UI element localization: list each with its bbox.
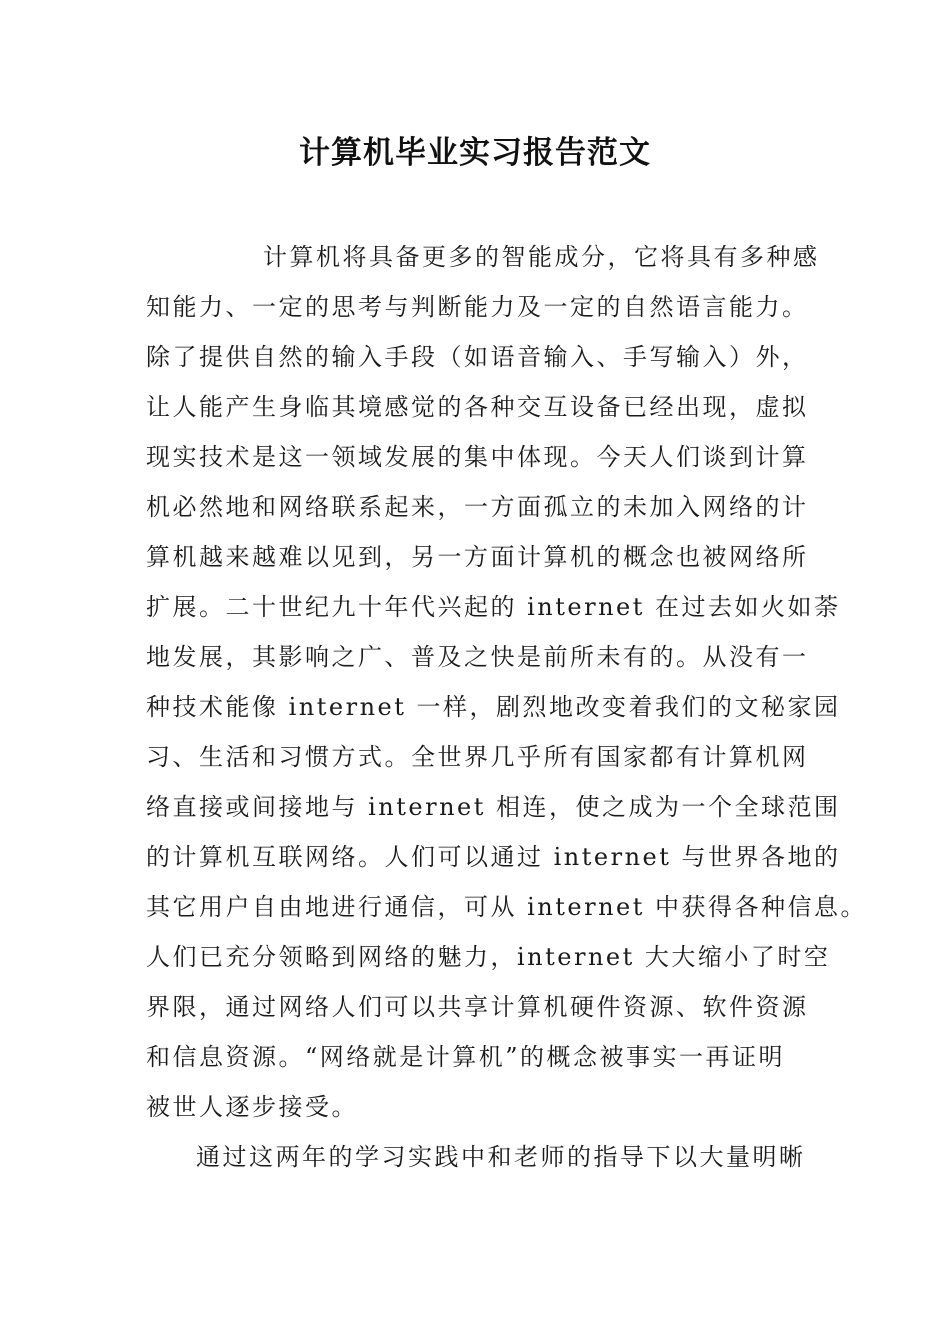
paragraph-line: 扩展。二十世纪九十年代兴起的 internet 在过去如火如荼 <box>146 593 841 621</box>
paragraph-line: 和信息资源。“网络就是计算机”的概念被事实一再证明 <box>146 1043 786 1071</box>
paragraph-line: 界限，通过网络人们可以共享计算机硬件资源、软件资源 <box>146 993 809 1021</box>
paragraph-line: 络直接或间接地与 internet 相连，使之成为一个全球范围 <box>146 793 841 821</box>
paragraph-line: 被世人逐步接受。 <box>146 1093 358 1121</box>
paragraph-line: 让人能产生身临其境感觉的各种交互设备已经出现，虚拟 <box>146 393 809 421</box>
paragraph-line: 机必然地和网络联系起来，一方面孤立的未加入网络的计 <box>146 493 809 521</box>
paragraph-line: 知能力、一定的思考与判断能力及一定的自然语言能力。 <box>146 293 809 321</box>
paragraph-line: 地发展，其影响之广、普及之快是前所未有的。从没有一 <box>146 643 809 671</box>
paragraph-line: 的计算机互联网络。人们可以通过 internet 与世界各地的 <box>146 843 841 871</box>
paragraph-line: 种技术能像 internet 一样，剧烈地改变着我们的文秘家园 <box>146 693 841 721</box>
paragraph-line: 计算机将具备更多的智能成分，它将具有多种感 <box>263 243 820 271</box>
paragraph-line: 除了提供自然的输入手段（如语音输入、手写输入）外， <box>146 343 809 371</box>
paragraph-line: 人们已充分领略到网络的魅力，internet 大大缩小了时空 <box>146 943 831 971</box>
paragraph-line: 其它用户自由地进行通信，可从 internet 中获得各种信息。 <box>146 893 868 921</box>
paragraph-line: 通过这两年的学习实践中和老师的指导下以大量明晰 <box>196 1143 806 1171</box>
paragraph-line: 算机越来越难以见到，另一方面计算机的概念也被网络所 <box>146 543 809 571</box>
paragraph-line: 现实技术是这一领域发展的集中体现。今天人们谈到计算 <box>146 443 809 471</box>
paragraph-line: 习、生活和习惯方式。全世界几乎所有国家都有计算机网 <box>146 743 809 771</box>
document-title: 计算机毕业实习报告范文 <box>299 135 651 171</box>
